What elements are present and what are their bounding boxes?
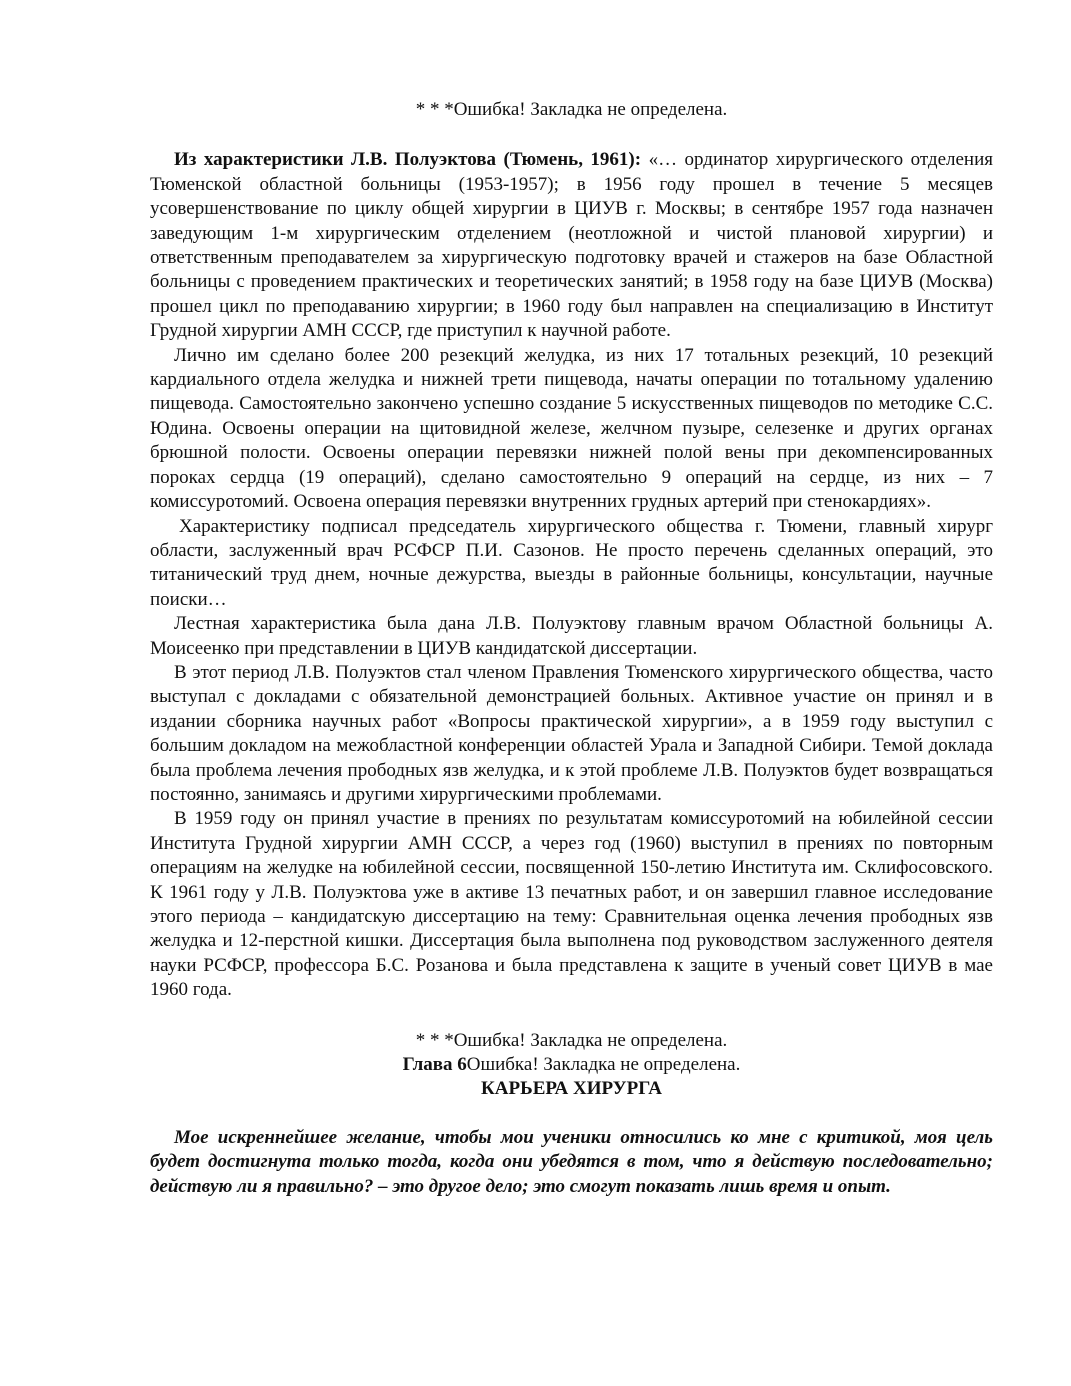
epigraph: Мое искреннейшее желание, чтобы мои ученики относились ко мне с критикой, моя цель будет достигнута только тогда, когда они убедятся в том, что я действую последовательно; действую ли я правильно? – это другое дело; это смогут показать лишь время и опыт. — [150, 1126, 993, 1197]
paragraph-characteristic — [150, 148, 993, 343]
chapter-heading — [150, 1029, 993, 1102]
chapter-error: Ошибка! Закладка не определена. — [466, 1054, 741, 1076]
paragraph-text: «… ординатор хирургического отделения Тюменской областной больницы (1953-1957); в 1956 году прошел в течение 5 месяцев усовершенствование по циклу общей хирургии в ЦИУВ г. Москвы; в сентябре 1957 года назначен заведующим 1-м хирургическим отделением (неотложной и чистой плановой хирургии) и ответственным преподавателем за хирургическую подготовку врачей и стажеров на базе Областной больницы с проведением практических и теоретических занятий; в 1958 году на базе ЦИУВ (Москва) прошел цикл по преподаванию хирургии; в 1960 году был направлен на специализацию в Институт Грудной хирургии АМН СССР, где приступил к научной работе. — [150, 149, 993, 342]
chapter-title: КАРЬЕРА ХИРУРГА — [481, 1078, 662, 1100]
bottom-separator: * * *Ошибка! Закладка не определена. — [415, 1029, 728, 1051]
paragraph-praise: Лестная характеристика была дана Л.В. Полуэктову главным врачом Областной больницы А. Моисеенко при представлении в ЦИУВ кандидатской диссертации. — [150, 613, 993, 659]
paragraph-society: В этот период Л.В. Полуэктов стал членом Правления Тюменского хирургического общества, часто выступал с докладами с обязательной демонстрацией больных. Активное участие он принял и в издании сборника научных работ «Вопросы практической хирургии», а в 1959 году выступил с большим докладом на межобластной конференции областей Урала и Западной Сибири. Темой доклада была проблема лечения прободных язв желудка, и к этой проблеме Л.В. Полуэктов будет возвращаться постоянно, занимаясь и другими хирургическими проблемами. — [150, 661, 993, 805]
paragraph-dissertation: В 1959 году он принял участие в прениях по результатам комиссуротомий на юбилейной сессии Института Грудной хирургии АМН СССР, а через год (1960) выступил в прениях по повторным операциям на желудке на юбилейной сессии, посвященной 150-летию Института им. Склифосовского. К 1961 году у Л.В. Полуэктова уже в активе 13 печатных работ, и он завершил главное исследование этого периода – кандидатскую диссертацию на тему: Сравнительная оценка лечения прободных язв желудка и 12-перстной кишки. Диссертация была выполнена под руководством заслуженного деятеля науки РСФСР, профессора Б.С. Розанова и была представлена к защите в ученый совет ЦИУВ в мае 1960 года. — [150, 808, 993, 1001]
top-separator: * * *Ошибка! Закладка не определена. — [415, 99, 728, 120]
paragraph-operations: Лично им сделано более 200 резекций желудка, из них 17 тотальных резекций, 10 резекций кардиального отдела желудка и нижней трети пищевода, начаты операции по тотальному удалению пищевода. Самостоятельно закончено успешно создание 5 искусственных пищеводов по методике С.С. Юдина. Освоены операции на щитовидной железе, желчном пузыре, селезенке и других органах брюшной полости. Освоены операции перевязки нижней полой вены при декомпенсированных пороках сердца (19 операций), сделано самостоятельно 9 операций на сердце, из них – 7 комиссуротомий. Освоена операция перевязки внутренних грудных артерий при стенокардиях». — [150, 344, 993, 513]
document-page — [150, 98, 993, 1199]
paragraph-signature: Характеристику подписал председатель хирургического общества г. Тюмени, главный хирург области, заслуженный врач РСФСР П.И. Сазонов. Не просто перечень сделанных операций, это титанический труд днем, ночные дежурства, выезды в районные больницы, консультации, научные поиски… — [150, 515, 993, 610]
paragraph-lead: Из характеристики Л.В. Полуэктова (Тюмень, 1961): — [174, 149, 642, 171]
chapter-line — [150, 1053, 993, 1077]
chapter-label: Глава 6 — [402, 1054, 467, 1076]
